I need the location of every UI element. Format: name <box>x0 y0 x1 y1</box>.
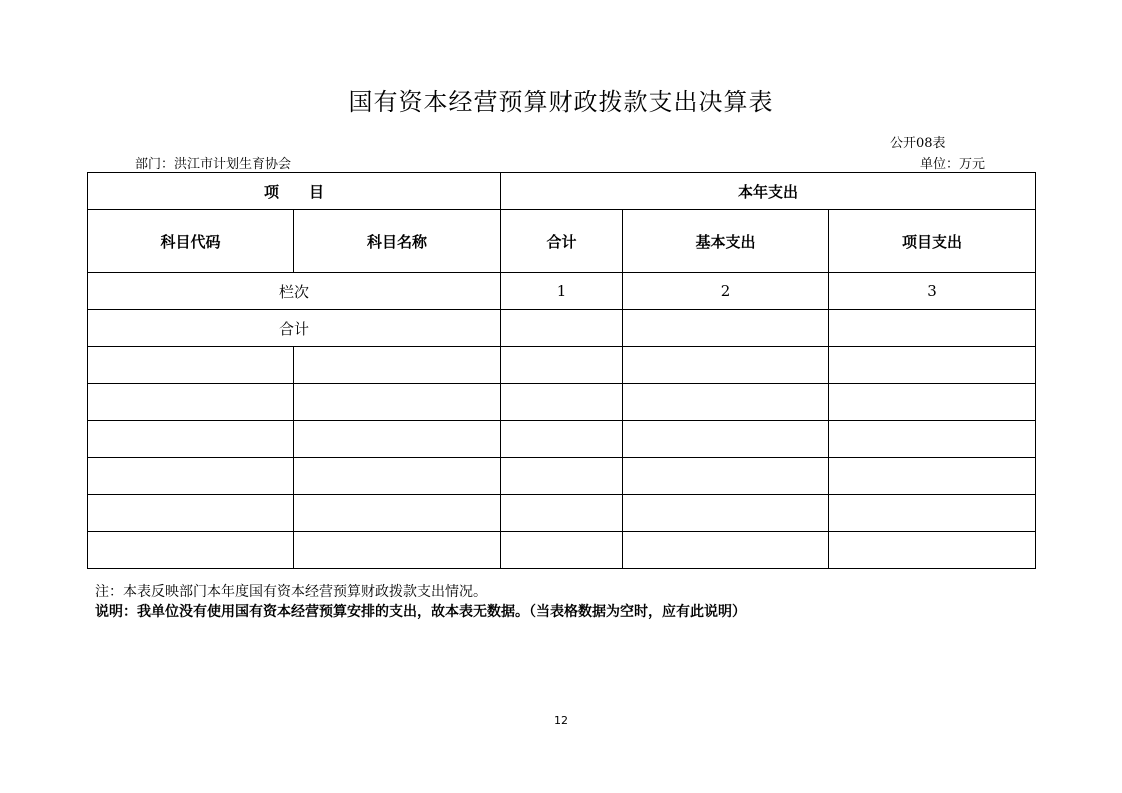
column-number-1: 1 <box>501 273 623 310</box>
department-label: 部门：洪江市计划生育协会 <box>135 157 292 172</box>
col-basic-expenditure: 基本支出 <box>623 210 829 273</box>
table-row <box>88 384 1036 421</box>
table-cell <box>829 495 1036 532</box>
table-cell <box>88 421 294 458</box>
table-cell <box>88 532 294 569</box>
table-cell <box>501 495 623 532</box>
table-cell <box>88 495 294 532</box>
table-row <box>88 495 1036 532</box>
header-item: 项 目 <box>88 173 501 210</box>
table-cell <box>501 532 623 569</box>
table-cell <box>294 347 501 384</box>
col-subject-code: 科目代码 <box>88 210 294 273</box>
table-cell <box>623 347 829 384</box>
table-cell <box>88 347 294 384</box>
page-number: 12 <box>554 714 568 727</box>
table-row <box>88 532 1036 569</box>
total-project-cell <box>829 310 1036 347</box>
total-row-label: 合计 <box>88 310 501 347</box>
table-header-row <box>88 173 1036 210</box>
form-number: 公开08表 <box>890 136 946 151</box>
table-cell <box>829 347 1036 384</box>
column-number-label: 栏次 <box>88 273 501 310</box>
table-cell <box>88 384 294 421</box>
table-cell <box>829 532 1036 569</box>
col-subject-name: 科目名称 <box>294 210 501 273</box>
table-subheader-row <box>88 210 1036 273</box>
table-cell <box>294 532 501 569</box>
table-row <box>88 347 1036 384</box>
unit-label: 单位：万元 <box>920 157 986 172</box>
budget-table <box>87 172 1036 569</box>
table-note: 注：本表反映部门本年度国有资本经营预算财政拨款支出情况。 <box>95 584 487 600</box>
table-cell <box>829 384 1036 421</box>
table-cell <box>623 532 829 569</box>
total-cell <box>501 310 623 347</box>
table-row <box>88 458 1036 495</box>
column-number-row <box>88 273 1036 310</box>
table-cell <box>501 384 623 421</box>
total-basic-cell <box>623 310 829 347</box>
col-total: 合计 <box>501 210 623 273</box>
table-cell <box>294 495 501 532</box>
column-number-2: 2 <box>623 273 829 310</box>
table-cell <box>294 458 501 495</box>
table-cell <box>829 421 1036 458</box>
table-cell <box>88 458 294 495</box>
table-explanation: 说明：我单位没有使用国有资本经营预算安排的支出，故本表无数据。（当表格数据为空时，应有此说明） <box>95 604 746 620</box>
table-cell <box>623 384 829 421</box>
total-row <box>88 310 1036 347</box>
table-row <box>88 421 1036 458</box>
table-cell <box>623 421 829 458</box>
table-cell <box>623 495 829 532</box>
table-cell <box>501 347 623 384</box>
col-project-expenditure: 项目支出 <box>829 210 1036 273</box>
header-current-year: 本年支出 <box>501 173 1036 210</box>
table-cell <box>294 384 501 421</box>
table-cell <box>294 421 501 458</box>
table-cell <box>623 458 829 495</box>
table-cell <box>501 421 623 458</box>
page-title: 国有资本经营预算财政拨款支出决算表 <box>348 88 774 116</box>
column-number-3: 3 <box>829 273 1036 310</box>
table-cell <box>501 458 623 495</box>
table-cell <box>829 458 1036 495</box>
